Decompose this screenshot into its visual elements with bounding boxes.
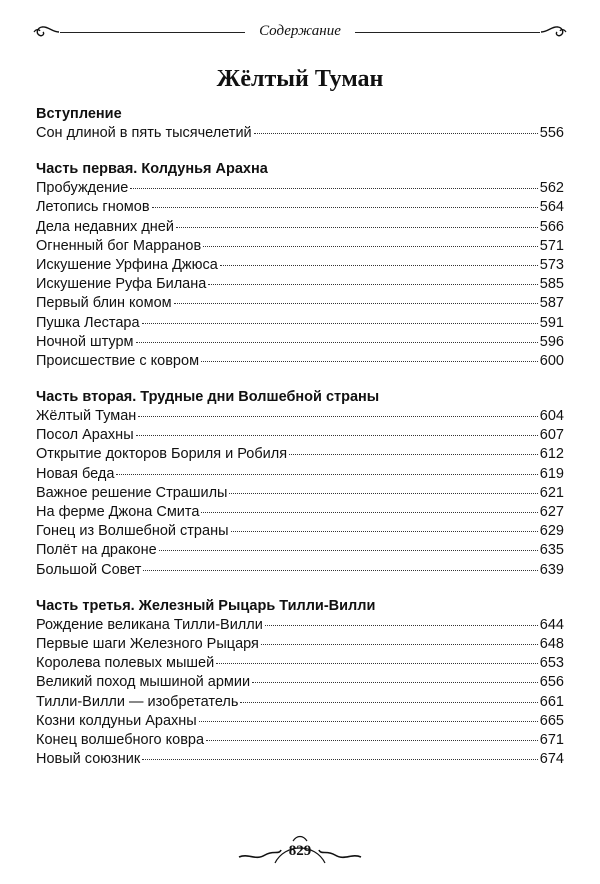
toc-entry[interactable] xyxy=(36,731,564,750)
running-head-label: Содержание xyxy=(259,23,341,39)
dot-leader xyxy=(159,550,538,551)
toc-entry-page: 566 xyxy=(539,218,564,235)
toc-entry-title: Летопись гномов xyxy=(36,199,150,216)
toc-entry-title: Козни колдуньи Арахны xyxy=(36,712,197,729)
toc-entry-page: 591 xyxy=(539,314,564,331)
dot-leader xyxy=(289,454,538,455)
toc-entry[interactable] xyxy=(36,465,564,484)
toc-entry-page: 619 xyxy=(539,465,564,482)
toc-entry-title: Полёт на драконе xyxy=(36,542,157,559)
running-head-rule-right xyxy=(355,32,540,33)
toc-entry[interactable] xyxy=(36,712,564,731)
toc-entry-title: Первые шаги Железного Рыцаря xyxy=(36,635,259,652)
toc-entry-page: 621 xyxy=(539,484,564,501)
toc-entry-page: 585 xyxy=(539,276,564,293)
toc-entry-title: Королева полевых мышей xyxy=(36,655,215,672)
dot-leader xyxy=(265,625,538,626)
toc-entry[interactable] xyxy=(36,333,564,352)
toc-entry-page: 600 xyxy=(539,352,564,369)
toc-entry-title: Рождение великана Тилли-Вилли xyxy=(36,616,263,633)
toc-entry-page: 564 xyxy=(539,199,564,216)
toc-entry-title: Дела недавних дней xyxy=(36,218,174,235)
toc-entry-page: 648 xyxy=(539,635,564,652)
toc-entry-title: Новый союзник xyxy=(36,751,141,768)
toc-entry-title: Важное решение Страшилы xyxy=(36,484,228,501)
dot-leader xyxy=(201,512,537,513)
dot-leader xyxy=(216,663,538,664)
toc-entry-page: 627 xyxy=(539,504,564,520)
toc-entry-page: 612 xyxy=(539,446,564,463)
toc-entry[interactable] xyxy=(36,503,564,522)
toc-entry[interactable] xyxy=(36,522,564,541)
toc-entry[interactable] xyxy=(36,426,564,445)
dot-leader xyxy=(220,265,538,266)
toc-entry[interactable] xyxy=(36,561,564,580)
toc-entry-page: 573 xyxy=(539,256,564,273)
dot-leader xyxy=(203,246,538,247)
toc-entry[interactable] xyxy=(36,198,564,217)
dot-leader xyxy=(199,721,538,722)
toc-entry-title: Гонец из Волшебной страны xyxy=(36,523,229,540)
table-of-contents xyxy=(36,104,564,769)
toc-entry-page: 596 xyxy=(539,333,564,350)
toc-entry-title: На ферме Джона Смита xyxy=(36,504,200,520)
toc-entry[interactable] xyxy=(36,179,564,198)
toc-entry-title: Искушение Урфина Джюса xyxy=(36,256,218,273)
dot-leader xyxy=(201,361,538,362)
dot-leader xyxy=(240,702,537,703)
toc-entry-title: Искушение Руфа Билана xyxy=(36,276,207,293)
toc-entry-title: Пушка Лестара xyxy=(36,314,140,331)
toc-entry-page: 562 xyxy=(539,180,564,197)
toc-entry-page: 556 xyxy=(539,125,564,141)
book-title: Жёлтый Туман xyxy=(216,66,384,92)
toc-entry[interactable] xyxy=(36,445,564,464)
toc-entry-page: 644 xyxy=(539,616,564,633)
toc-entry-page: 587 xyxy=(539,295,564,312)
toc-entry[interactable] xyxy=(36,218,564,237)
page-number: 829 xyxy=(288,843,312,859)
toc-entry-title: Тилли-Вилли — изобретатель xyxy=(36,693,239,710)
toc-entry[interactable] xyxy=(36,484,564,503)
dot-leader xyxy=(136,342,538,343)
toc-entry[interactable] xyxy=(36,693,564,712)
toc-entry-title: Большой Совет xyxy=(36,561,142,578)
toc-entry[interactable] xyxy=(36,124,564,143)
toc-entry[interactable] xyxy=(36,407,564,426)
part-heading: Вступление xyxy=(36,106,122,122)
dot-leader xyxy=(176,227,538,228)
section-gap xyxy=(36,580,564,596)
toc-entry-page: 661 xyxy=(539,693,564,710)
toc-entry-title: Пробуждение xyxy=(36,180,129,197)
dot-leader xyxy=(152,207,538,208)
toc-entry[interactable] xyxy=(36,352,564,371)
dot-leader xyxy=(206,740,538,741)
toc-entry[interactable] xyxy=(36,294,564,313)
flourish-right-icon xyxy=(540,23,568,41)
toc-entry-title: Огненный бог Марранов xyxy=(36,237,202,254)
dot-leader xyxy=(261,644,538,645)
toc-entry[interactable] xyxy=(36,237,564,256)
dot-leader xyxy=(143,570,537,571)
toc-entry-page: 604 xyxy=(539,408,564,425)
toc-entry-title: Новая беда xyxy=(36,465,115,482)
toc-entry-title: Ночной штурм xyxy=(36,333,134,350)
toc-entry[interactable] xyxy=(36,654,564,673)
dot-leader xyxy=(136,435,538,436)
toc-entry-page: 656 xyxy=(539,674,564,691)
dot-leader xyxy=(252,682,538,683)
toc-entry[interactable] xyxy=(36,750,564,769)
toc-entry[interactable] xyxy=(36,256,564,275)
toc-entry-page: 607 xyxy=(539,427,564,444)
toc-entry-page: 665 xyxy=(539,712,564,729)
toc-entry-page: 653 xyxy=(539,655,564,672)
toc-entry[interactable] xyxy=(36,275,564,294)
dot-leader xyxy=(142,323,538,324)
toc-entry-title: Первый блин комом xyxy=(36,295,172,312)
dot-leader xyxy=(231,531,538,532)
toc-entry-page: 639 xyxy=(539,561,564,578)
toc-entry[interactable] xyxy=(36,541,564,560)
toc-entry-page: 571 xyxy=(539,237,564,254)
dot-leader xyxy=(142,759,538,760)
toc-entry-title: Открытие докторов Бориля и Робиля xyxy=(36,446,288,463)
part-heading: Часть первая. Колдунья Арахна xyxy=(36,161,268,178)
dot-leader xyxy=(130,188,537,189)
dot-leader xyxy=(229,493,537,494)
dot-leader xyxy=(254,133,538,134)
dot-leader xyxy=(174,303,538,304)
toc-entry[interactable] xyxy=(36,314,564,333)
toc-entry-page: 635 xyxy=(539,542,564,559)
toc-entry-title: Жёлтый Туман xyxy=(36,408,137,425)
toc-entry[interactable] xyxy=(36,673,564,692)
part-heading: Часть вторая. Трудные дни Волшебной страны xyxy=(36,389,380,406)
toc-entry-title: Конец волшебного ковра xyxy=(36,731,205,748)
section-gap xyxy=(36,371,564,387)
toc-entry-page: 629 xyxy=(539,523,564,540)
toc-entry-title: Сон длиной в пять тысячелетий xyxy=(36,125,252,141)
toc-entry[interactable] xyxy=(36,635,564,654)
section-gap xyxy=(36,143,564,159)
dot-leader xyxy=(138,416,538,417)
toc-entry-title: Посол Арахны xyxy=(36,427,134,444)
dot-leader xyxy=(116,474,537,475)
toc-entry-page: 671 xyxy=(539,731,564,748)
toc-entry-page: 674 xyxy=(539,751,564,768)
part-heading: Часть третья. Железный Рыцарь Тилли-Вилли xyxy=(36,597,376,614)
running-head xyxy=(32,22,568,42)
toc-entry[interactable] xyxy=(36,616,564,635)
dot-leader xyxy=(208,284,537,285)
toc-entry-title: Великий поход мышиной армии xyxy=(36,674,251,691)
toc-entry-title: Происшествие с ковром xyxy=(36,352,200,369)
